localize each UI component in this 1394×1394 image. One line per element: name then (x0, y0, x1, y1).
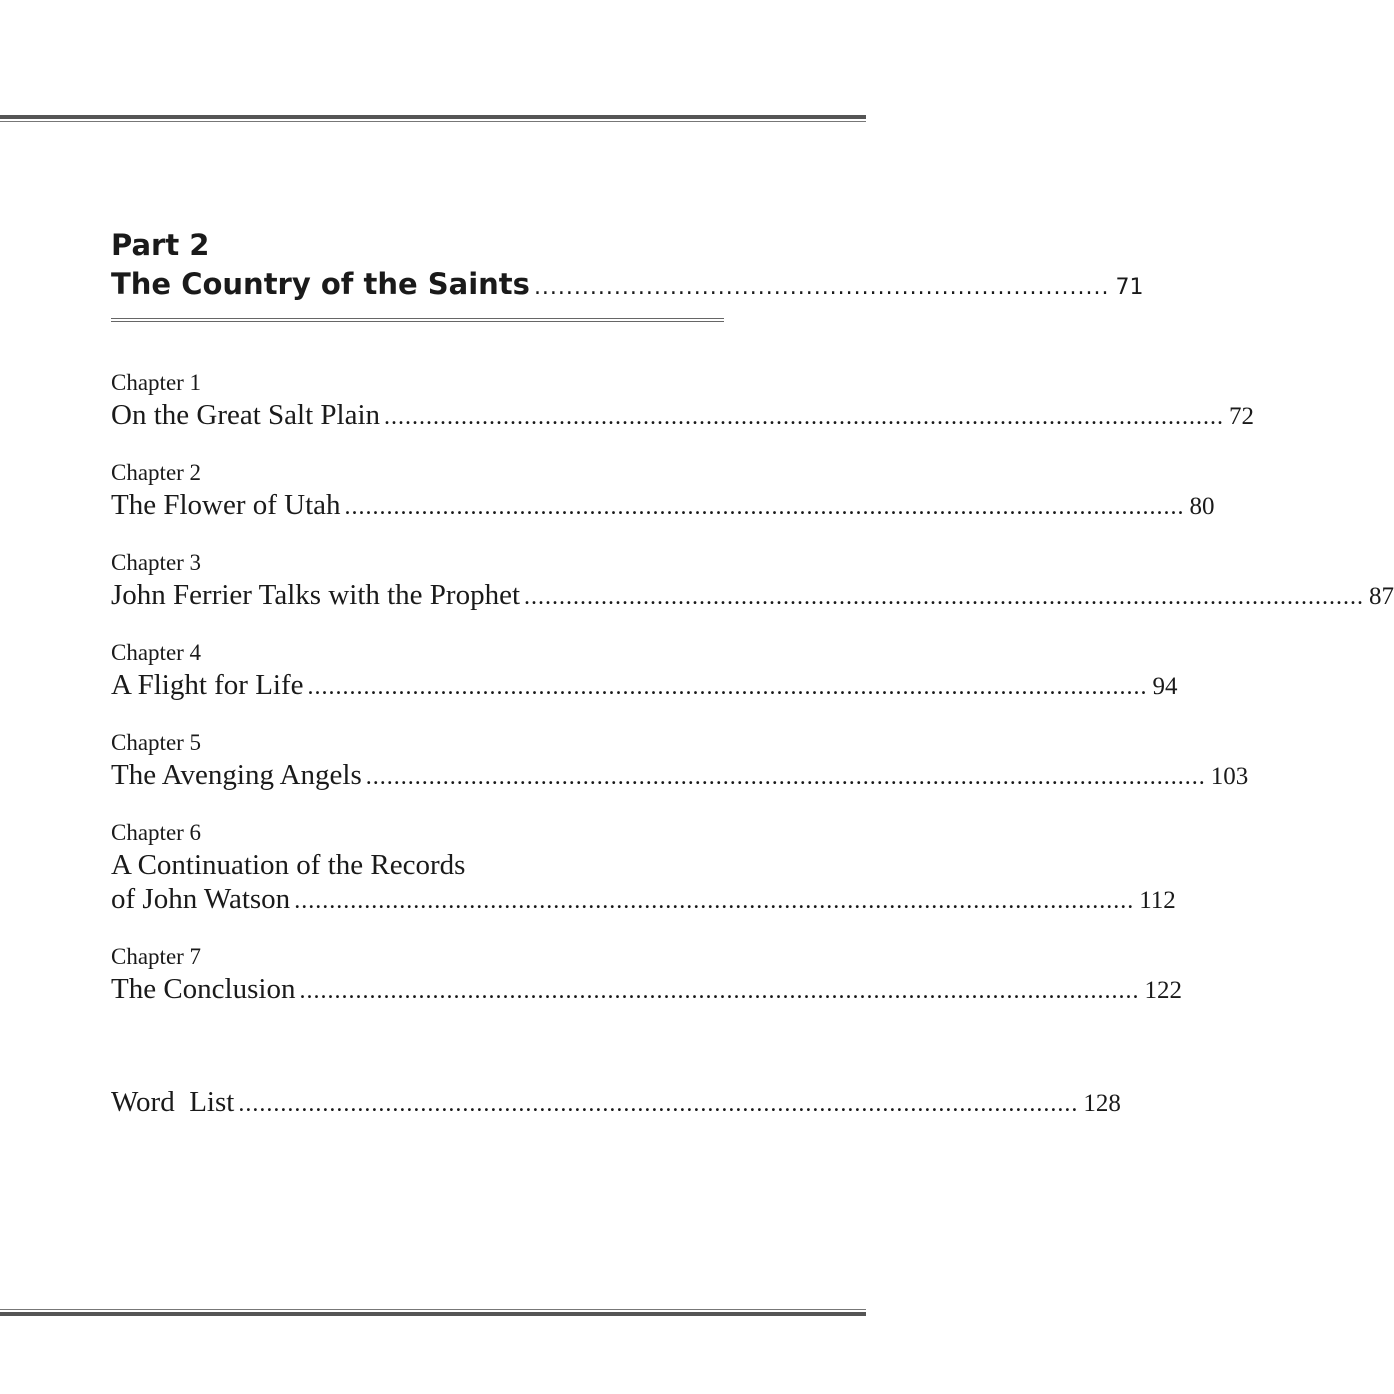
chapter-title-line: A Continuation of the Records (111, 849, 466, 881)
chapter-label: Chapter 1 (111, 370, 202, 395)
chapter-entry[interactable] (111, 458, 1215, 524)
chapter-title-row (111, 758, 1249, 794)
page-number: 80 (1189, 493, 1215, 520)
chapter-entry[interactable] (111, 638, 1178, 704)
page-number: 94 (1152, 673, 1178, 700)
chapter-label: Chapter 6 (111, 820, 202, 845)
part-divider (111, 318, 724, 322)
chapter-title: A Flight for Life (111, 669, 304, 701)
dot-leader: ........................................................................................................................ (344, 494, 1185, 520)
chapter-title-row (111, 668, 1178, 704)
chapter-title-row (111, 488, 1215, 524)
part-title: The Country of the Saints (111, 267, 530, 301)
word-list-title: Word List (111, 1086, 235, 1118)
chapter-title-row (111, 398, 1255, 434)
dot-leader: ........................................................................................................................ (294, 888, 1135, 914)
page-number: 71 (1115, 275, 1144, 300)
page-number: 87 (1369, 583, 1394, 610)
part-label: Part 2 (111, 228, 210, 262)
chapter-entry[interactable] (111, 368, 1255, 434)
page-number: 128 (1083, 1090, 1121, 1117)
chapter-title: The Flower of Utah (111, 489, 341, 521)
dot-leader: ........................................................................................................................ (524, 584, 1365, 610)
dot-leader: ........................................................................................................................ (299, 978, 1140, 1004)
chapter-list (111, 368, 1394, 1008)
chapter-entry[interactable] (111, 548, 1394, 614)
chapter-title-row (111, 972, 1182, 1008)
chapter-title: The Avenging Angels (111, 759, 362, 791)
chapter-title-row (111, 578, 1394, 614)
chapter-label: Chapter 4 (111, 640, 202, 665)
dot-leader: ........................................................................................................................ (365, 764, 1206, 790)
chapter-title-row (111, 882, 1176, 918)
chapter-title: John Ferrier Talks with the Prophet (111, 579, 521, 611)
chapter-entry[interactable] (111, 728, 1249, 794)
word-list-entry[interactable] (111, 1085, 1121, 1121)
chapter-title: On the Great Salt Plain (111, 399, 381, 431)
dot-leader: ........................................................................ (533, 275, 1110, 300)
chapter-title: of John Watson (111, 883, 291, 915)
page-number: 112 (1139, 887, 1176, 914)
chapter-label: Chapter 7 (111, 944, 202, 969)
chapter-entry[interactable] (111, 818, 1176, 918)
chapter-label: Chapter 5 (111, 730, 202, 755)
chapter-title: The Conclusion (111, 973, 296, 1005)
chapter-label: Chapter 2 (111, 460, 202, 485)
page-number: 103 (1210, 763, 1249, 790)
dot-leader: ........................................................................................................................ (384, 404, 1225, 430)
dot-leader: ........................................................................................................................ (238, 1091, 1079, 1117)
page-number: 72 (1229, 403, 1255, 430)
dot-leader: ........................................................................................................................ (307, 674, 1148, 700)
chapter-label: Chapter 3 (111, 550, 202, 575)
chapter-entry[interactable] (111, 942, 1182, 1008)
bottom-rule (0, 1309, 866, 1316)
page-number: 122 (1144, 977, 1182, 1004)
top-rule (0, 115, 866, 122)
part-title-row[interactable] (111, 264, 1144, 308)
table-of-contents (111, 226, 1394, 1121)
